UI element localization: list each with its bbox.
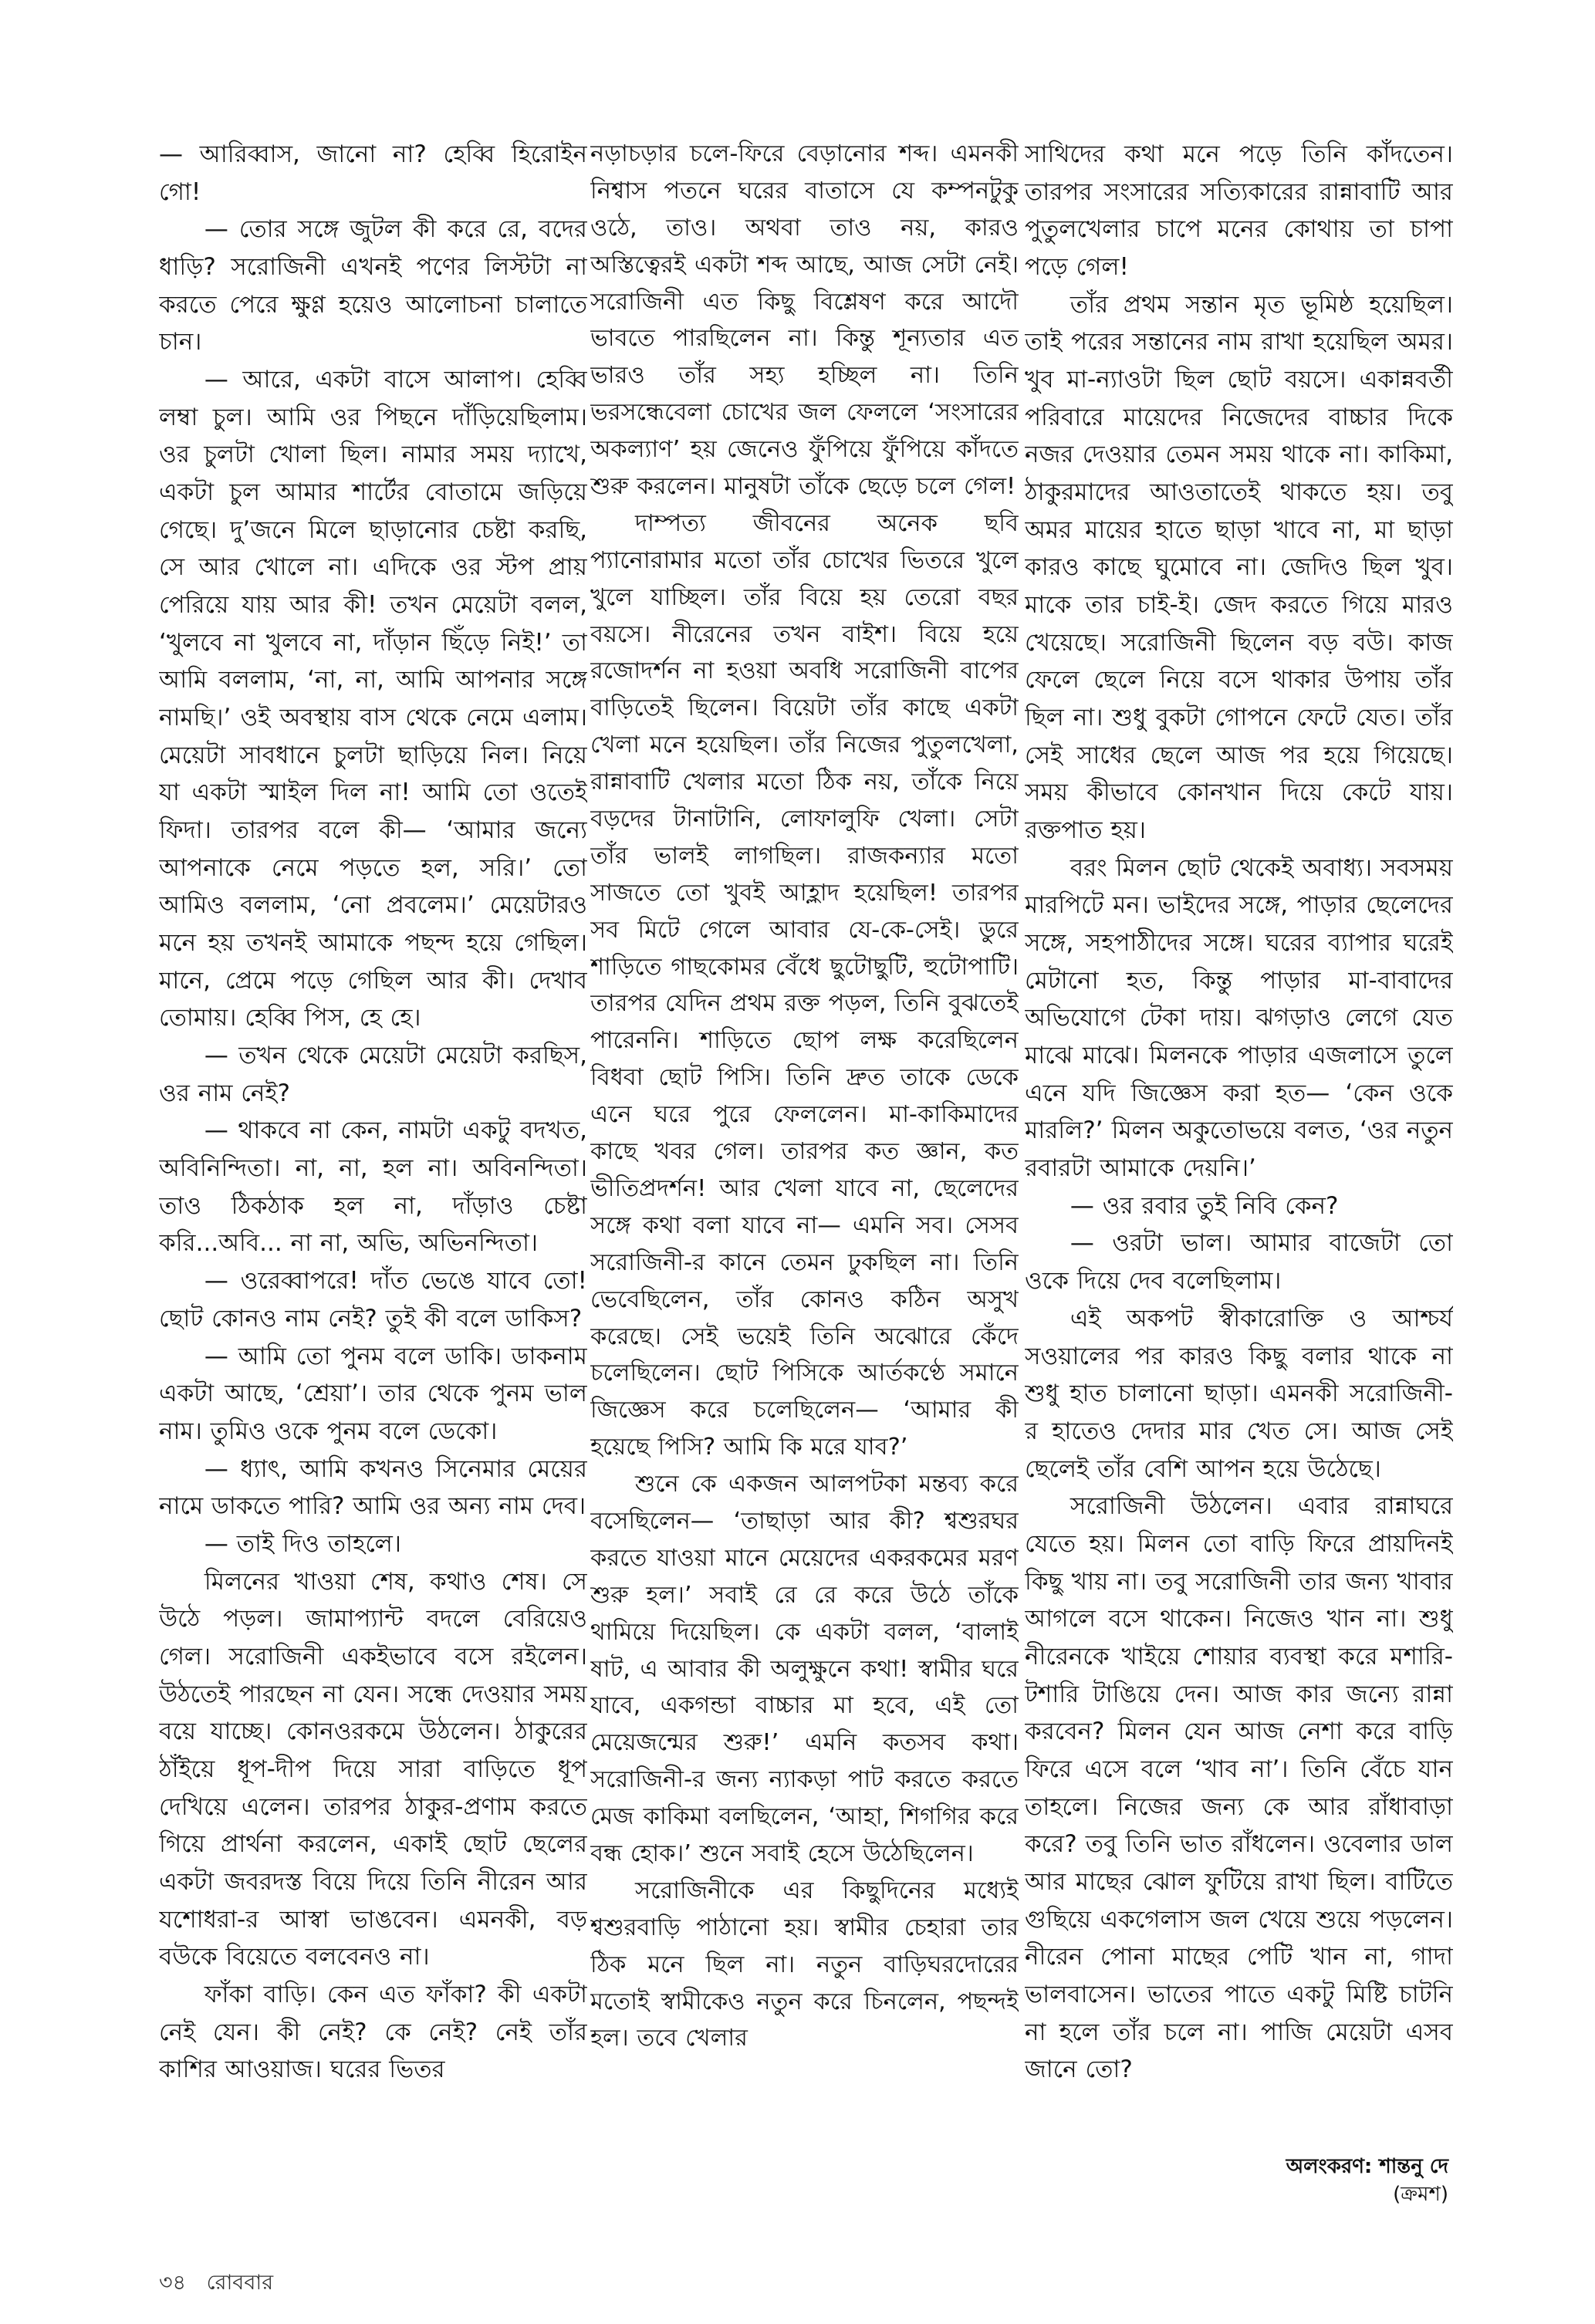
story-paragraph: — ধ্যাৎ, আমি কখনও সিনেমার মেয়ের নামে ডাকতে পারি? আমি ওর অন্য নাম দেব। bbox=[159, 1454, 587, 1521]
magazine-name: রোববার bbox=[206, 2271, 274, 2295]
story-paragraph: — থাকবে না কেন, নামটা একটু বদখত, অবিনিন্দিতা। না, না, হল না। অবিনন্দিতা। তাও ঠিকঠাক হল না, দাঁড়াও চেষ্টা করি...অবি... না না, অভি, অভিনন্দিতা। bbox=[159, 1116, 587, 1258]
story-paragraph: এই অকপট স্বীকারোক্তি ও আশ্চর্য সওয়ালের পর কারও কিছু বলার থাকে না শুধু হাত চালানো ছাড়া। এমনকী সরোজিনী-র হাতেও দেদার মার খেত সে। আজ সেই ছেলেই তাঁর বেশি আপন হয়ে উঠেছে। bbox=[1025, 1304, 1453, 1483]
story-paragraph: — ওরেব্বাপরে! দাঁত ভেঙে যাবে তো! ছোট কোনও নাম নেই? তুই কী বলে ডাকিস? bbox=[159, 1267, 587, 1333]
illustration-credit: অলংকরণ: শান্তনু দে bbox=[1286, 2155, 1448, 2178]
story-paragraph: সরোজিনী উঠলেন। এবার রান্নাঘরে যেতে হয়। মিলন তো বাড়ি ফিরে প্রায়দিনই কিছু খায় না। তবু সরোজিনী তার জন্য খাবার আগলে বসে থাকেন। নিজেও খান না। শুধু নীরেনকে খাইয়ে শোয়ার ব্যবস্থা করে মশারি-টশারি টাঙিয়ে দেন। আজ কার জন্যে রান্না করবেন? মিলন যেন আজ নেশা করে বাড়ি ফিরে এসে বলে ‘খাব না’। তিনি বেঁচে যান তাহলে। নিজের জন্য কে আর রাঁধাবাড়া করে? তবু তিনি ভাত রাঁধলেন। ওবেলার ডাল আর মাছের ঝোল ফুটিয়ে রাখা ছিল। বাটিতে গুছিয়ে একগেলাস জল খেয়ে শুয়ে পড়লেন। নীরেন পোনা মাছের পেটি খান না, গাদা ভালবাসেন। ভাতের পাতে একটু মিষ্টি চাটনি না হলে তাঁর চলে না। পাজি মেয়েটা এসব জানে তো? bbox=[1025, 1492, 1453, 2084]
page-number: ৩৪ bbox=[159, 2271, 187, 2295]
story-paragraph: — ওরটা ভাল। আমার বাজেটা তো ওকে দিয়ে দেব বলেছিলাম। bbox=[1025, 1229, 1453, 1295]
story-paragraph: — আরিব্বাস, জানো না? হেব্বি হিরোইন গো! bbox=[159, 140, 587, 206]
continued-label: (ক্রমশ) bbox=[1393, 2183, 1448, 2206]
story-paragraph: — আমি তো পুনম বলে ডাকি। ডাকনাম একটা আছে, ‘শ্রেয়া’। তার থেকে পুনম ভাল নাম। তুমিও ওকে পুনম বলে ডেকো। bbox=[159, 1342, 587, 1445]
story-paragraph: সরোজিনীকে এর কিছুদিনের মধ্যেই শ্বশুরবাড়ি পাঠানো হয়। স্বামীর চেহারা তার ঠিক মনে ছিল না। নতুন বাড়িঘরদোরের মতোই স্বামীকেও নতুন করে চিনলেন, পছন্দই হল। তবে খেলার bbox=[590, 1876, 1019, 2052]
story-paragraph: — আরে, একটা বাসে আলাপ। হেব্বি লম্বা চুল। আমি ওর পিছনে দাঁড়িয়েছিলাম। ওর চুলটা খোলা ছিল। নামার সময় দ্যাখে, একটা চুল আমার শার্টের বোতামে জড়িয়ে গেছে। দু’জনে মিলে ছাড়ানোর চেষ্টা করছি, সে আর খোলে না। এদিকে ওর স্টপ প্রায় পেরিয়ে যায় আর কী! তখন মেয়েটা বলল, ‘খুলবে না খুলবে না, দাঁড়ান ছিঁড়ে নিই!’ তা আমি বললাম, ‘না, না, আমি আপনার সঙ্গে নামছি।’ ওই অবস্থায় বাস থেকে নেমে এলাম। মেয়েটা সাবধানে চুলটা ছাড়িয়ে নিল। নিয়ে যা একটা স্মাইল দিল না! আমি তো ওতেই ফিদা। তারপর বলে কী— ‘আমার জন্যে আপনাকে নেমে পড়তে হল, সরি।’ তো আমিও বললাম, ‘নো প্রবলেম।’ মেয়েটারও মনে হয় তখনই আমাকে পছন্দ হয়ে গেছিল। মানে, প্রেমে পড়ে গেছিল আর কী। দেখাব তোমায়। হেব্বি পিস, হে হে। bbox=[159, 366, 587, 1032]
illustration-credit-block bbox=[1286, 2153, 1448, 2208]
story-paragraph: — তাই দিও তাহলে। bbox=[204, 1529, 401, 1558]
story-paragraph: — ওর রবার তুই নিবি কেন? bbox=[1070, 1191, 1339, 1220]
text-column-2 bbox=[590, 136, 1019, 2142]
page-footer bbox=[159, 2270, 273, 2296]
story-paragraph: ফাঁকা বাড়ি। কেন এত ফাঁকা? কী একটা নেই যেন। কী নেই? কে নেই? নেই তাঁর কাশির আওয়াজ। ঘরের ভিতর bbox=[159, 1980, 587, 2084]
story-paragraph: বরং মিলন ছোট থেকেই অবাধ্য। সবসময় মারপিটে মন। ভাইদের সঙ্গে, পাড়ার ছেলেদের সঙ্গে, সহপাঠীদের সঙ্গে। ঘরের ব্যাপার ঘরেই মেটানো হত, কিন্তু পাড়ার মা-বাবাদের অভিযোগে টেকা দায়। ঝগড়াও লেগে যেত মাঝে মাঝে। মিলনকে পাড়ার এজলাসে তুলে এনে যদি জিজ্ঞেস করা হত— ‘কেন ওকে মারলি?’ মিলন অকুতোভয়ে বলত, ‘ওর নতুন রবারটা আমাকে দেয়নি।’ bbox=[1025, 853, 1453, 1183]
story-paragraph: — তখন থেকে মেয়েটা মেয়েটা করছিস, ওর নাম নেই? bbox=[159, 1042, 587, 1107]
story-paragraph: নড়াচড়ার চলে-ফিরে বেড়ানোর শব্দ। এমনকী নিশ্বাস পতনে ঘরের বাতাসে যে কম্পনটুকু ওঠে, তাও। অথবা তাও নয়, কারও অস্তিত্বেরই একটা শব্দ আছে, আজ সেটা নেই। সরোজিনী এত কিছু বিশ্লেষণ করে আদৌ ভাবতে পারছিলেন না। কিন্তু শূন্যতার এত ভারও তাঁর সহ্য হচ্ছিল না। তিনি ভরসন্ধেবেলা চোখের জল ফেললে ‘সংসারের অকল্যাণ’ হয় জেনেও ফুঁপিয়ে ফুঁপিয়ে কাঁদতে শুরু করলেন। মানুষটা তাঁকে ছেড়ে চলে গেল! bbox=[590, 140, 1019, 501]
story-paragraph: সাথিদের কথা মনে পড়ে তিনি কাঁদতেন। তারপর সংসারের সত্যিকারের রান্নাবাটি আর পুতুলখেলার চাপে মনের কোথায় তা চাপা পড়ে গেল! bbox=[1025, 140, 1453, 282]
story-paragraph: মিলনের খাওয়া শেষ, কথাও শেষ। সে উঠে পড়ল। জামাপ্যান্ট বদলে বেরিয়েও গেল। সরোজিনী একইভাবে বসে রইলেন। উঠতেই পারছেন না যেন। সন্ধে দেওয়ার সময় বয়ে যাচ্ছে। কোনওরকমে উঠলেন। ঠাকুরের ঠাঁইয়ে ধূপ-দীপ দিয়ে সারা বাড়িতে ধূপ দেখিয়ে এলেন। তারপর ঠাকুর-প্রণাম করতে গিয়ে প্রার্থনা করলেন, একাই ছোট ছেলের একটা জবরদস্ত বিয়ে দিয়ে তিনি নীরেন আর যশোধরা-র আস্বা ভাঙবেন। এমনকী, বড় বউকে বিয়েতে বলবেনও না। bbox=[159, 1567, 587, 1971]
text-column-1 bbox=[159, 136, 587, 2142]
story-paragraph: — তোর সঙ্গে জুটল কী করে রে, বদের ধাড়ি? সরোজিনী এখনই পণের লিস্টটা না করতে পেরে ক্ষুণ্ণ হয়েও আলোচনা চালাতে চান। bbox=[159, 215, 587, 356]
story-paragraph: শুনে কে একজন আলপটকা মন্তব্য করে বসেছিলেন— ‘তাছাড়া আর কী? শ্বশুরঘর করতে যাওয়া মানে মেয়েদের একরকমের মরণ শুরু হল।’ সবাই রে রে করে উঠে তাঁকে থামিয়ে দিয়েছিল। কে একটা বলল, ‘বালাই ষাট, এ আবার কী অলুক্ষুনে কথা! স্বামীর ঘরে যাবে, একগন্ডা বাচ্চার মা হবে, এই তো মেয়েজন্মের শুরু!’ এমনি কতসব কথা। সরোজিনী-র জন্য ন্যাকড়া পাট করতে করতে মেজ কাকিমা বলছিলেন, ‘আহা, শিগগির করে বন্ধ হোক।’ শুনে সবাই হেসে উঠেছিলেন। bbox=[590, 1471, 1019, 1867]
story-paragraph: তাঁর প্রথম সন্তান মৃত ভূমিষ্ঠ হয়েছিল। তাই পরের সন্তানের নাম রাখা হয়েছিল অমর। খুব মা-ন্যাওটা ছিল ছোট বয়সে। একান্নবর্তী পরিবারে মায়েদের নিজেদের বাচ্চার দিকে নজর দেওয়ার তেমন সময় থাকে না। কাকিমা, ঠাকুরমাদের আওতাতেই থাকতে হয়। তবু অমর মায়ের হাতে ছাড়া খাবে না, মা ছাড়া কারও কাছে ঘুমোবে না। জেদিও ছিল খুব। মাকে তার চাই-ই। জেদ করতে গিয়ে মারও খেয়েছে। সরোজিনী ছিলেন বড় বউ। কাজ ফেলে ছেলে নিয়ে বসে থাকার উপায় তাঁর ছিল না। শুধু বুকটা গোপনে ফেটে যেত। তাঁর সেই সাধের ছেলে আজ পর হয়ে গিয়েছে। সময় কীভাবে কোনখান দিয়ে কেটে যায়। রক্তপাত হয়। bbox=[1025, 290, 1453, 845]
story-paragraph: দাম্পত্য জীবনের অনেক ছবি প্যানোরামার মতো তাঁর চোখের ভিতরে খুলে খুলে যাচ্ছিল। তাঁর বিয়ে হয় তেরো বছর বয়সে। নীরেনের তখন বাইশ। বিয়ে হয়ে রজোদর্শন না হওয়া অবধি সরোজিনী বাপের বাড়িতেই ছিলেন। বিয়েটা তাঁর কাছে একটা খেলা মনে হয়েছিল। তাঁর নিজের পুতুলখেলা, রান্নাবাটি খেলার মতো ঠিক নয়, তাঁকে নিয়ে বড়দের টানাটানি, লোফালুফি খেলা। সেটা তাঁর ভালই লাগছিল। রাজকন্যার মতো সাজতে তো খুবই আহ্লাদ হয়েছিল! তারপর সব মিটে গেলে আবার যে-কে-সেই। ডুরে শাড়িতে গাছকোমর বেঁধে ছুটোছুটি, হুটোপাটি। তারপর যেদিন প্রথম রক্ত পড়ল, তিনি বুঝতেই পারেননি। শাড়িতে ছোপ লক্ষ করেছিলেন বিধবা ছোট পিসি। তিনি দ্রুত তাকে ডেকে এনে ঘরে পুরে ফেললেন। মা-কাকিমাদের কাছে খবর গেল। তারপর কত জ্ঞান, কত ভীতিপ্রদর্শন! আর খেলা যাবে না, ছেলেদের সঙ্গে কথা বলা যাবে না— এমনি সব। সেসব সরোজিনী-র কানে তেমন ঢুকছিল না। তিনি ভেবেছিলেন, তাঁর কোনও কঠিন অসুখ করেছে। সেই ভয়েই তিনি অঝোরে কেঁদে চলেছিলেন। ছোট পিসিকে আর্তকণ্ঠে সমানে জিজ্ঞেস করে চলেছিলেন— ‘আমার কী হয়েছে পিসি? আমি কি মরে যাব?’ bbox=[590, 509, 1019, 1461]
text-column-3 bbox=[1025, 136, 1453, 2142]
